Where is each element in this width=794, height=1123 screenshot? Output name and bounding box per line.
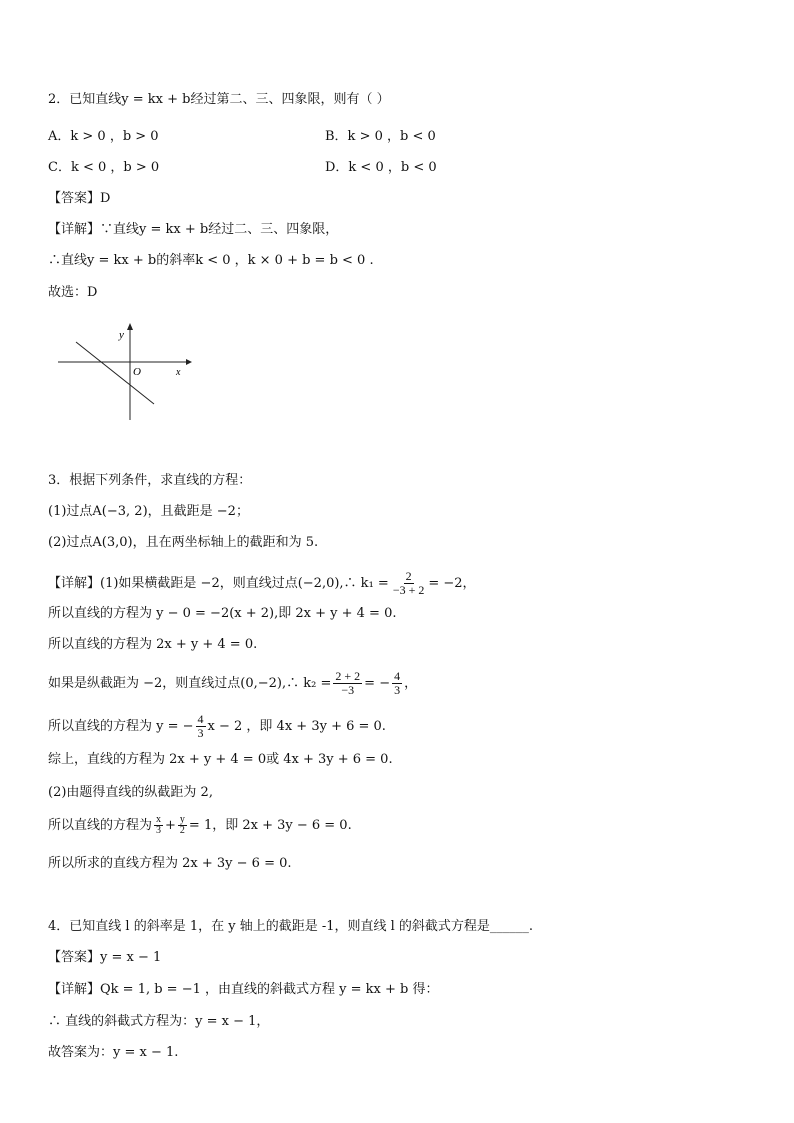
q4-answer: 【答案】y = x − 1 [48, 950, 162, 965]
x-axis-arrow [186, 359, 192, 365]
y-axis-label: y [119, 329, 124, 341]
y-axis-arrow [127, 323, 133, 330]
fraction-x-over-3: $\frac{x}{3}$ [156, 814, 162, 836]
q3-stem: 3．根据下列条件，求直线的方程： [48, 473, 252, 488]
fraction-k2: $\frac{2 + 2}{-3}$ [335, 669, 361, 697]
q4-detail-1: 【详解】Qk = 1, b = −1 ，由直线的斜截式方程 y = kx + b 得： [48, 982, 439, 997]
q4-detail-3: 故答案为：y = x − 1. [48, 1045, 179, 1060]
q3-part-2: (2)过点A(3,0)，且在两坐标轴上的截距和为 5. [48, 535, 319, 550]
q4-detail-2: ∴ 直线的斜截式方程为：y = x − 1， [48, 1014, 270, 1029]
q3-detail-1: 【详解】(1)如果横截距是 −2，则直线过点(−2,0),∴ k₁ = $\frac{2}{-3 + 2}$ = −2， [48, 569, 476, 597]
q2-detail-2: ∴直线y = kx + b的斜率k < 0 ，k × 0 + b = b < 0 . [48, 253, 374, 268]
origin-label: O [133, 366, 141, 378]
x-axis-label: x [176, 367, 181, 378]
q3-detail-7: (2)由题得直线的纵截距为 2, [48, 785, 213, 800]
q3-detail-2: 所以直线的方程为 y − 0 = −2(x + 2),即 2x + y + 4 = 0. [48, 606, 397, 621]
q3-detail-8: 所以直线的方程为 $\frac{x}{3}$ + $\frac{y}{2}$ = 1，即 2x + 3y − 6 = 0. [48, 814, 352, 836]
fraction-k1: $\frac{2}{-3 + 2}$ [392, 569, 425, 597]
line-graph [50, 320, 200, 425]
q2-option-a: A．k > 0 ，b > 0 [48, 129, 159, 144]
q2-option-d: D．k < 0 ，b < 0 [325, 160, 437, 175]
q3-detail-5: 所以直线的方程为 y = − $\frac{4}{3}$ x − 2 ，即 4x + 3y + 6 = 0. [48, 712, 386, 740]
q2-option-c: C．k < 0 ，b > 0 [48, 160, 160, 175]
fraction-slope: $\frac{4}{3}$ [197, 712, 204, 740]
q3-detail-3: 所以直线的方程为 2x + y + 4 = 0. [48, 637, 258, 652]
q3-detail-4: 如果是纵截距为 −2，则直线过点(0,−2),∴ k₂ = $\frac{2 + 2}{-3}$ = − $\frac{4}{3}$ ， [48, 669, 418, 697]
q3-detail-6: 综上，直线的方程为 2x + y + 4 = 0或 4x + 3y + 6 = 0. [48, 752, 393, 767]
fraction-four-thirds: $\frac{4}{3}$ [394, 669, 401, 697]
fraction-y-over-2: $\frac{y}{2}$ [179, 814, 185, 836]
graph-line [76, 342, 154, 404]
q3-detail-9: 所以所求的直线方程为 2x + 3y − 6 = 0. [48, 856, 292, 871]
q2-answer: 【答案】D [48, 191, 111, 206]
q4-stem: 4．已知直线 l 的斜率是 1，在 y 轴上的截距是 -1，则直线 l 的斜截式方程是______. [48, 919, 534, 934]
q3-part-1: (1)过点A(−3, 2)，且截距是 −2； [48, 504, 249, 519]
q2-detail-1: 【详解】∵直线y = kx + b经过二、三、四象限， [48, 222, 339, 237]
q2-option-b: B．k > 0 ，b < 0 [325, 129, 436, 144]
q2-choose: 故选：D [48, 285, 98, 300]
q2-stem: 2．已知直线y = kx + b经过第二、三、四象限，则有（ ） [48, 92, 390, 107]
